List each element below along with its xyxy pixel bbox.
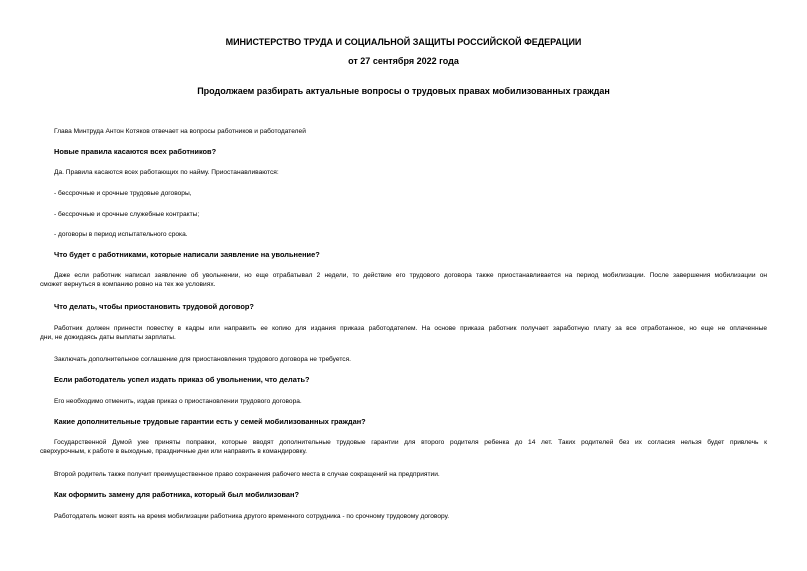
list-item: - бессрочные и срочные служебные контракты; — [54, 211, 200, 218]
list-item: - бессрочные и срочные трудовые договоры, — [54, 190, 192, 197]
question-heading: Если работодатель успел издать приказ об увольнении, что делать? — [54, 375, 310, 384]
answer-paragraph: Второй родитель также получит преимущественное право сохранения рабочего места в случае сокращений на предприятии. — [54, 471, 440, 478]
ministry-heading: МИНИСТЕРСТВО ТРУДА И СОЦИАЛЬНОЙ ЗАЩИТЫ РОССИЙСКОЙ ФЕДЕРАЦИИ — [225, 37, 582, 47]
question-heading: Как оформить замену для работника, который был мобилизован? — [54, 490, 299, 499]
answer-paragraph: Работодатель может взять на время мобилизации работника другого временного сотрудника - по срочному трудовому договору. — [54, 513, 450, 520]
intro-text: Глава Минтруда Антон Котяков отвечает на вопросы работников и работодателей — [54, 128, 306, 135]
answer-paragraph — [40, 438, 767, 456]
question-heading: Что будет с работниками, которые написали заявление на увольнение? — [54, 250, 320, 259]
question-heading: Что делать, чтобы приостановить трудовой договор? — [54, 302, 254, 311]
answer-paragraph — [40, 271, 767, 289]
document-date: от 27 сентября 2022 года — [348, 56, 459, 66]
answer-paragraph: Заключать дополнительное соглашение для приостановления трудового договора не требуется. — [54, 356, 351, 363]
answer-line: Даже если работник написал заявление об увольнении, но еще отрабатывал 2 недели, то действие его трудового договора также приостанавливается на период мобилизации. После завершения мобилизации он — [54, 272, 767, 279]
answer-paragraph — [40, 324, 767, 342]
answer-line: Работник должен принести повестку в кадры или направить ее копию для издания приказа работодателем. На основе приказа работник получает заработную плату за все отработанное, но еще не оплаченные — [54, 325, 767, 332]
answer-paragraph: Да. Правила касаются всех работающих по найму. Приостанавливаются: — [54, 169, 279, 176]
answer-paragraph: Его необходимо отменить, издав приказ о приостановлении трудового договора. — [54, 398, 302, 405]
answer-line: дни, не дожидаясь даты выплаты зарплаты. — [40, 334, 176, 341]
answer-line: сверхурочным, к работе в выходные, праздничные дни или направить в командировку. — [40, 448, 307, 455]
answer-line: Государственной Думой уже приняты поправки, которые вводят дополнительные трудовые гарантии для второго родителя ребенка до 14 лет. Таких родителей без их согласия нельзя будет привлечь к — [54, 439, 767, 446]
question-heading: Новые правила касаются всех работников? — [54, 147, 217, 156]
answer-line: сможет вернуться в компанию ровно на тех же условиях. — [40, 281, 216, 288]
list-item: - договоры в период испытательного срока. — [54, 231, 188, 238]
question-heading: Какие дополнительные трудовые гарантии есть у семей мобилизованных граждан? — [54, 417, 366, 426]
document-title: Продолжаем разбирать актуальные вопросы о трудовых правах мобилизованных граждан — [197, 86, 610, 96]
